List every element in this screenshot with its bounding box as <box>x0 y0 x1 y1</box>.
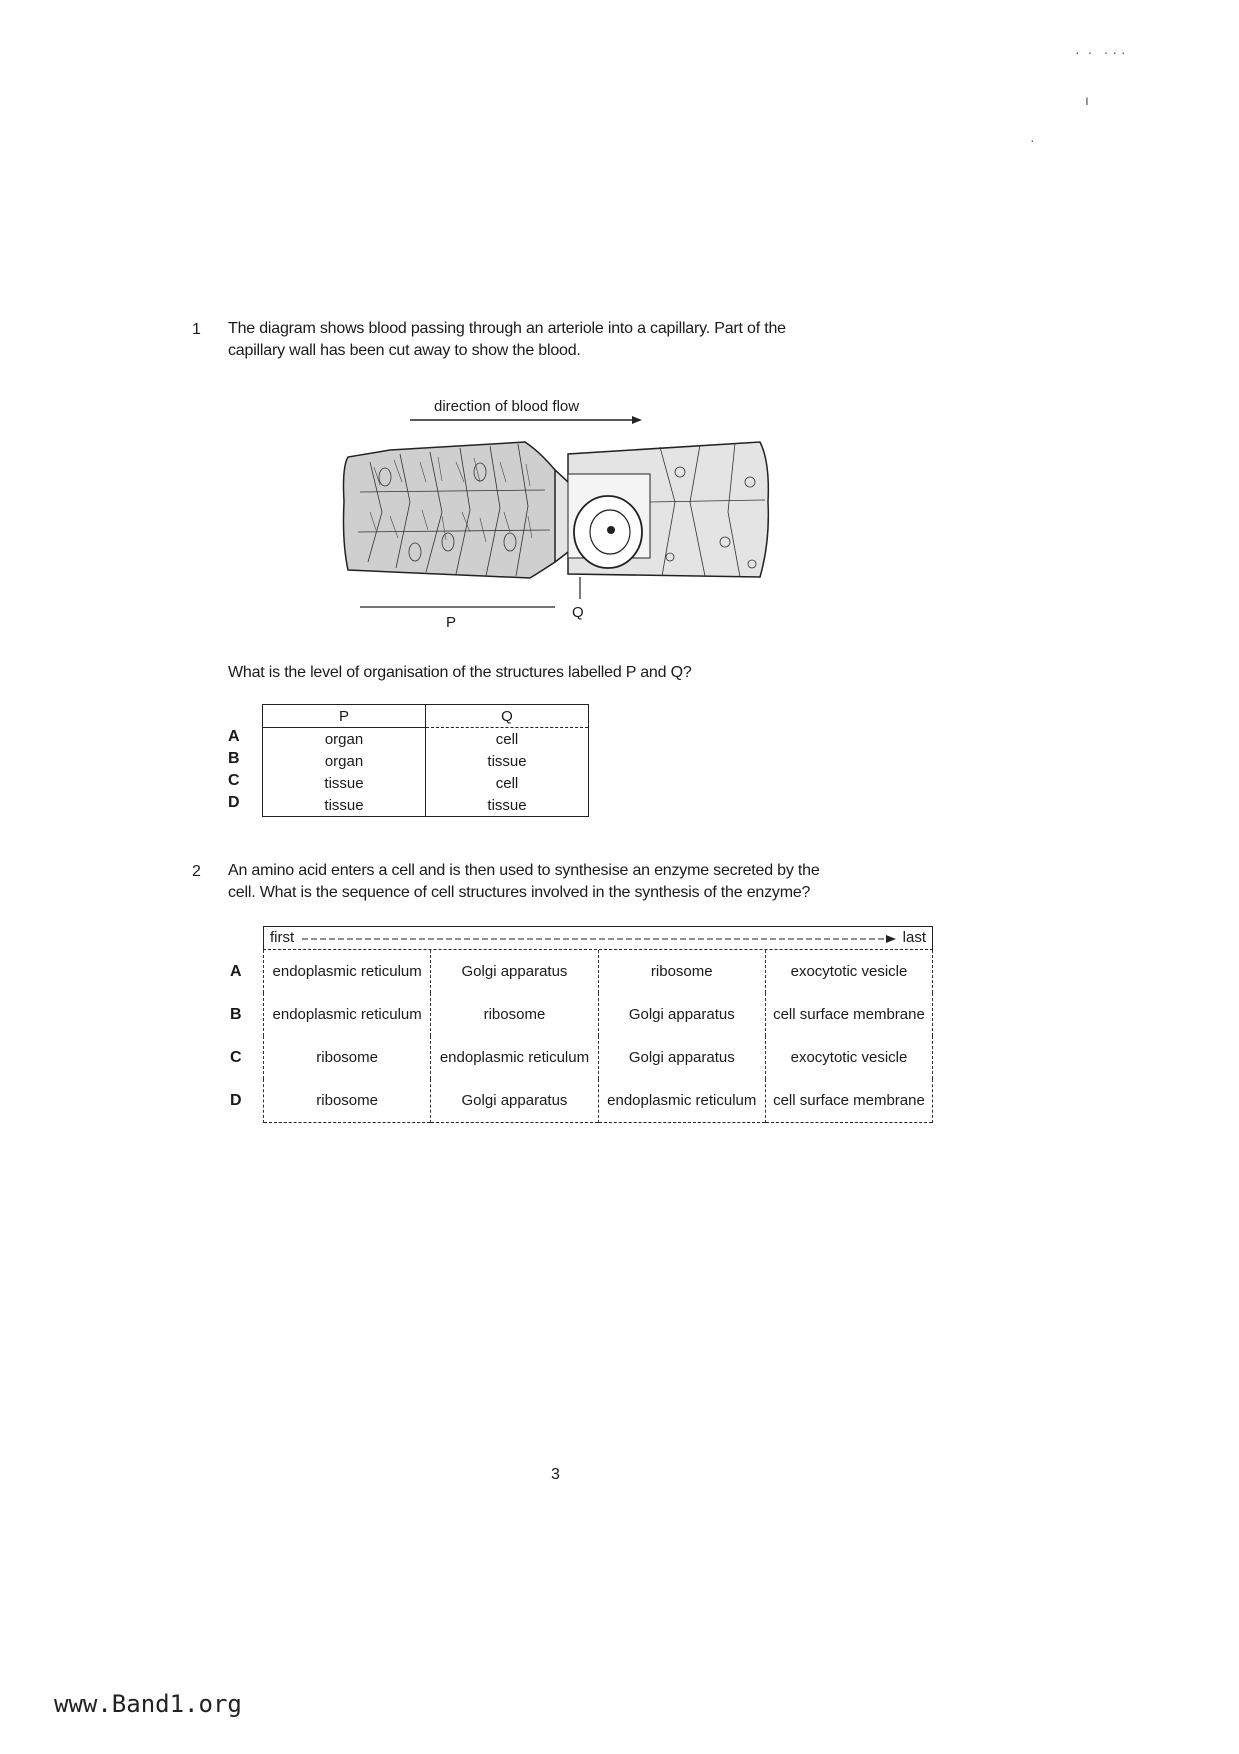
cell-4: cell surface membrane <box>765 993 932 1036</box>
cell-1: endoplasmic reticulum <box>264 993 431 1036</box>
header-last: last <box>902 929 926 946</box>
cell-q: tissue <box>487 752 527 770</box>
question-2-number: 2 <box>192 863 201 880</box>
table-header-row <box>263 705 589 728</box>
q2-options-table <box>263 950 933 1123</box>
cell-4: exocytotic vesicle <box>765 1036 932 1079</box>
option-letter: B <box>230 1006 242 1023</box>
q1-option-letters <box>228 728 240 816</box>
header-q: Q <box>426 705 589 728</box>
cell-4: exocytotic vesicle <box>765 950 932 993</box>
blood-vessel-diagram <box>330 392 780 637</box>
table-row <box>264 1036 933 1079</box>
label-q: Q <box>572 604 584 621</box>
cell-q: cell <box>495 730 519 748</box>
cell-3: endoplasmic reticulum <box>598 1079 765 1123</box>
vessel-illustration <box>330 392 780 637</box>
q2-option-letters <box>230 950 242 1122</box>
table-row <box>263 794 589 817</box>
option-letter: A <box>230 963 242 980</box>
table-row <box>264 1079 933 1123</box>
table-row <box>263 772 589 794</box>
option-letter: C <box>230 1049 242 1066</box>
cell-q: tissue <box>426 794 589 817</box>
option-letter: C <box>228 772 240 789</box>
cell-1: ribosome <box>264 1079 431 1123</box>
cell-2: Golgi apparatus <box>431 950 598 993</box>
option-letter: A <box>228 728 240 745</box>
footer-url: www.Band1.org <box>54 1690 242 1718</box>
option-letter: B <box>228 750 240 767</box>
cell-3: ribosome <box>598 950 765 993</box>
cell-1: ribosome <box>264 1036 431 1079</box>
cell-p: organ <box>263 750 426 772</box>
table-row <box>263 750 589 772</box>
header-first: first <box>270 929 295 946</box>
scan-marks: · · · · · <box>1075 44 1126 60</box>
label-p: P <box>446 614 457 631</box>
scan-mark: · <box>1030 132 1035 148</box>
cell-2: ribosome <box>431 993 598 1036</box>
cell-p: organ <box>263 728 426 751</box>
option-letter: D <box>228 794 240 811</box>
cell-p: tissue <box>263 772 426 794</box>
option-letter: D <box>230 1092 242 1109</box>
question-2-line-2: cell. What is the sequence of cell structures involved in the synthesis of the enzyme? <box>228 884 811 901</box>
question-1-prompt: What is the level of organisation of the structures labelled P and Q? <box>228 664 692 681</box>
q1-options-table <box>262 704 589 817</box>
cell-1: endoplasmic reticulum <box>264 950 431 993</box>
question-1-number: 1 <box>192 321 201 338</box>
question-1-text <box>228 318 948 362</box>
question-1-line-1: The diagram shows blood passing through an arteriole into a capillary. Part of the <box>228 320 786 337</box>
cell-3: Golgi apparatus <box>598 993 765 1036</box>
question-1-line-2: capillary wall has been cut away to show the blood. <box>228 342 581 359</box>
question-2-text <box>228 860 948 904</box>
cell-3: Golgi apparatus <box>598 1036 765 1079</box>
cell-p: tissue <box>263 794 426 817</box>
table-row <box>264 950 933 993</box>
sequence-arrow-icon <box>300 929 900 949</box>
sequence-header <box>263 926 933 950</box>
table-row <box>264 993 933 1036</box>
table-row <box>263 728 589 751</box>
cell-q: cell <box>495 774 519 792</box>
question-2-line-1: An amino acid enters a cell and is then used to synthesise an enzyme secreted by the <box>228 862 820 879</box>
header-p: P <box>263 705 426 728</box>
cell-2: Golgi apparatus <box>431 1079 598 1123</box>
cell-2: endoplasmic reticulum <box>431 1036 598 1079</box>
scan-mark: ı <box>1085 92 1089 108</box>
cell-4: cell surface membrane <box>765 1079 932 1123</box>
page-number: 3 <box>551 1466 560 1483</box>
flow-direction-label: direction of blood flow <box>434 398 580 415</box>
